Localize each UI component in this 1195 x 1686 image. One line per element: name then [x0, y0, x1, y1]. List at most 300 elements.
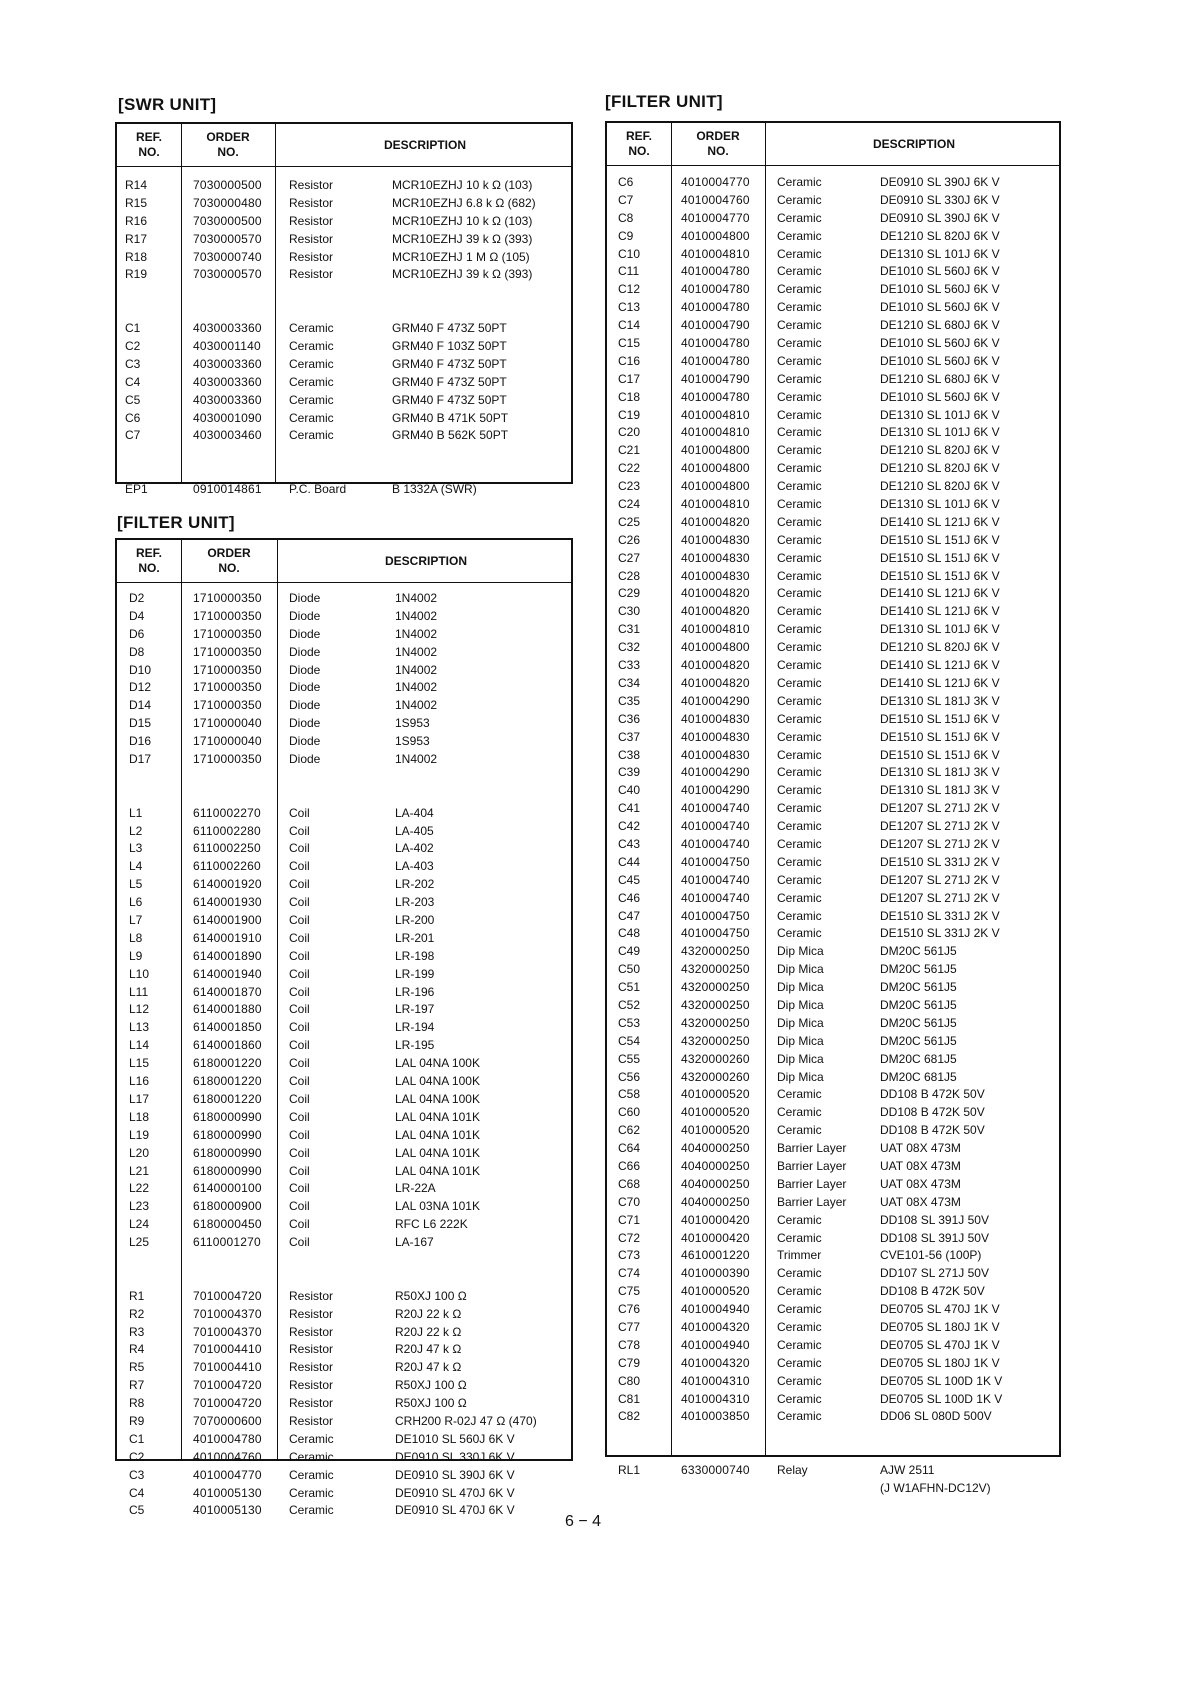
- part-type: Resistor: [289, 1378, 334, 1393]
- row-spacer: [117, 1252, 571, 1270]
- part-spec: GRM40 B 471K 50PT: [392, 410, 509, 425]
- table-row: [607, 550, 1059, 568]
- part-spec: DE1310 SL 101J 6K V: [880, 246, 1000, 261]
- ref-no: L17: [129, 1091, 150, 1106]
- part-spec: R50XJ 100 Ω: [395, 1378, 467, 1393]
- table-row: [607, 729, 1059, 747]
- table-row: [607, 854, 1059, 872]
- order-no: 4010004290: [681, 765, 750, 780]
- part-spec: R20J 47 k Ω: [395, 1360, 462, 1375]
- part-spec: DE1207 SL 271J 2K V: [880, 836, 1000, 851]
- part-type: Ceramic: [777, 908, 822, 923]
- part-type: Ceramic: [777, 282, 822, 297]
- part-type: Ceramic: [289, 1503, 334, 1518]
- part-type: Relay: [777, 1463, 808, 1478]
- part-spec: 1N4002: [395, 680, 438, 695]
- table-row: [607, 711, 1059, 729]
- table-row: [117, 1395, 571, 1413]
- row-spacer: [117, 1270, 571, 1288]
- table-row: [117, 984, 571, 1002]
- part-spec: DE1310 SL 101J 6K V: [880, 622, 1000, 637]
- part-spec: LR-196: [395, 984, 435, 999]
- ref-no: C10: [618, 246, 641, 261]
- table-body: [117, 590, 571, 1520]
- part-spec: DE1510 SL 151J 6K V: [880, 550, 1000, 565]
- part-type: Coil: [289, 1109, 310, 1124]
- ref-no: L1: [129, 805, 143, 820]
- part-type: Dip Mica: [777, 1015, 824, 1030]
- ref-no: RL1: [618, 1463, 641, 1478]
- row-spacer: [117, 769, 571, 787]
- part-type: Coil: [289, 1074, 310, 1089]
- table-row: [607, 1140, 1059, 1158]
- part-type: P.C. Board: [289, 482, 347, 497]
- table-row: [607, 1319, 1059, 1337]
- ref-no: R9: [129, 1413, 145, 1428]
- order-no: 6140001890: [193, 948, 262, 963]
- part-spec: DE0910 SL 330J 6K V: [880, 192, 1000, 207]
- order-no: 4010004750: [681, 908, 750, 923]
- order-no: 4010005130: [193, 1485, 262, 1500]
- ref-no: L13: [129, 1020, 150, 1035]
- header-ref-no-text: REF.: [135, 546, 162, 560]
- ref-no: L12: [129, 1002, 150, 1017]
- table-row: [607, 747, 1059, 765]
- table-row: [607, 1015, 1059, 1033]
- ref-no: R4: [129, 1342, 145, 1357]
- ref-no: C9: [618, 228, 634, 243]
- table-row: [607, 424, 1059, 442]
- ref-no: C78: [618, 1337, 641, 1352]
- part-type: Diode: [289, 644, 321, 659]
- part-type: Ceramic: [777, 497, 822, 512]
- order-no: 4010004320: [681, 1320, 750, 1334]
- part-spec: DE1310 SL 181J 3K V: [880, 693, 1000, 708]
- part-type: Ceramic: [777, 550, 822, 565]
- order-no: 4030003460: [193, 428, 262, 443]
- part-type: Ceramic: [777, 1320, 822, 1334]
- ref-no: L3: [129, 841, 143, 856]
- part-type: Barrier Layer: [777, 1141, 847, 1156]
- part-type: Coil: [289, 1217, 310, 1232]
- part-spec: 1N4002: [395, 591, 438, 605]
- order-no: 4010004810: [681, 622, 750, 637]
- part-type: Ceramic: [289, 374, 334, 389]
- order-no: 4010004810: [681, 407, 750, 422]
- part-spec: R20J 22 k Ω: [395, 1306, 462, 1321]
- table-row: [607, 532, 1059, 550]
- part-spec: DE1510 SL 151J 6K V: [880, 568, 1000, 583]
- ref-no: L25: [129, 1235, 150, 1250]
- part-type: Diode: [289, 662, 321, 677]
- order-no: 4320000250: [681, 1033, 750, 1048]
- order-no: 1710000350: [193, 752, 262, 767]
- ref-no: C22: [618, 461, 641, 476]
- ref-no: R14: [125, 178, 148, 192]
- part-type: Coil: [289, 1056, 310, 1071]
- header-order-no-text: NO.: [217, 145, 239, 159]
- ref-no: C56: [618, 1069, 641, 1084]
- ref-no: R1: [129, 1288, 145, 1303]
- ref-no: C11: [618, 264, 640, 279]
- part-spec: DE0705 SL 180J 1K V: [880, 1355, 1000, 1370]
- part-type: Barrier Layer: [777, 1158, 847, 1173]
- table-row: [117, 249, 571, 267]
- part-spec: DD107 SL 271J 50V: [880, 1266, 989, 1281]
- order-no: 4010004800: [681, 228, 750, 243]
- part-spec: 1N4002: [395, 662, 438, 677]
- order-no: 4030003360: [193, 392, 262, 407]
- table-row: [117, 374, 571, 392]
- ref-no: C7: [618, 192, 634, 207]
- ref-no: C43: [618, 836, 641, 851]
- part-type: Barrier Layer: [777, 1194, 847, 1209]
- table-row: [117, 823, 571, 841]
- ref-no: C39: [618, 765, 641, 780]
- table-row: [117, 1037, 571, 1055]
- table-row: [607, 568, 1059, 586]
- ref-no: C58: [618, 1087, 641, 1102]
- ref-no: C45: [618, 872, 641, 887]
- part-spec: DM20C 561J5: [880, 1033, 957, 1048]
- table-row: [607, 389, 1059, 407]
- ref-no: L7: [129, 913, 143, 928]
- order-no: 4040000250: [681, 1141, 750, 1156]
- ref-no: C34: [618, 675, 641, 690]
- table-row: [117, 679, 571, 697]
- part-type: Ceramic: [777, 425, 822, 440]
- row-spacer: [607, 1444, 1059, 1462]
- part-type: Ceramic: [777, 604, 822, 619]
- ref-no: C25: [618, 514, 641, 529]
- part-spec: DE1510 SL 151J 6K V: [880, 729, 1000, 744]
- ref-no: C42: [618, 819, 641, 834]
- ref-no: C23: [618, 479, 641, 494]
- table-row: [117, 1324, 571, 1342]
- part-type: Ceramic: [777, 819, 822, 834]
- table-row: [117, 1377, 571, 1395]
- part-spec: CRH200 R-02J 47 Ω (470): [395, 1413, 537, 1428]
- part-type: Ceramic: [777, 1087, 822, 1102]
- ref-no: C81: [618, 1391, 641, 1406]
- ref-no: C19: [618, 407, 641, 422]
- order-no: 4030001090: [193, 410, 262, 425]
- ref-no: L19: [129, 1127, 150, 1142]
- part-type: Resistor: [289, 249, 334, 264]
- part-spec: DD108 B 472K 50V: [880, 1105, 985, 1120]
- part-spec: DE0910 SL 470J 6K V: [395, 1485, 515, 1500]
- part-spec: DE0910 SL 390J 6K V: [880, 175, 1000, 189]
- ref-no: C7: [125, 428, 141, 443]
- part-spec: LAL 04NA 101K: [395, 1145, 480, 1160]
- part-type: Coil: [289, 1199, 310, 1214]
- table-row: [607, 1122, 1059, 1140]
- table-row: [607, 800, 1059, 818]
- order-no: 7010004410: [193, 1342, 262, 1357]
- table-row: [607, 263, 1059, 281]
- part-spec: DE1010 SL 560J 6K V: [880, 389, 1000, 404]
- ref-no: C1: [129, 1431, 145, 1446]
- ref-no: C80: [618, 1373, 641, 1388]
- order-no: 4010000390: [681, 1266, 750, 1281]
- order-no: 4010004290: [681, 693, 750, 708]
- part-type: Ceramic: [289, 410, 334, 425]
- part-type: Coil: [289, 930, 310, 945]
- ref-no: EP1: [125, 482, 148, 497]
- table-row: [607, 478, 1059, 496]
- order-no: 4010004770: [681, 210, 750, 225]
- table-row: [607, 335, 1059, 353]
- table-row: [117, 590, 571, 608]
- part-type: Ceramic: [777, 318, 822, 333]
- part-spec: DE0705 SL 470J 1K V: [880, 1302, 1000, 1317]
- ref-no: C1: [125, 321, 141, 336]
- ref-no: L4: [129, 859, 143, 874]
- part-spec: DE1510 SL 331J 2K V: [880, 908, 1000, 923]
- ref-no: C17: [618, 371, 641, 386]
- order-no: 7030000570: [193, 231, 262, 246]
- ref-no: C38: [618, 747, 641, 762]
- part-spec: DE1510 SL 151J 6K V: [880, 532, 1000, 547]
- part-spec: LAL 04NA 101K: [395, 1127, 480, 1142]
- order-no: 4010004820: [681, 675, 750, 690]
- ref-no: D14: [129, 698, 152, 713]
- part-spec: R20J 22 k Ω: [395, 1324, 462, 1339]
- table-row: [117, 1359, 571, 1377]
- order-no: 4010004740: [681, 872, 750, 887]
- table-row: [607, 442, 1059, 460]
- order-no: 4010004810: [681, 497, 750, 512]
- part-type: Coil: [289, 841, 310, 856]
- order-no: 4010004830: [681, 532, 750, 547]
- part-spec: DM20C 681J5: [880, 1069, 957, 1084]
- part-type: Dip Mica: [777, 1069, 824, 1084]
- table-row: [117, 1091, 571, 1109]
- part-spec: LA-403: [395, 859, 434, 874]
- order-no: 4010004790: [681, 371, 750, 386]
- ref-no: C54: [618, 1033, 641, 1048]
- table-row: [607, 675, 1059, 693]
- table-row: [607, 603, 1059, 621]
- part-type: Resistor: [289, 178, 334, 192]
- table-row: [117, 1127, 571, 1145]
- part-spec: DE0910 SL 470J 6K V: [395, 1503, 515, 1518]
- part-type: Coil: [289, 948, 310, 963]
- part-spec: DD108 B 472K 50V: [880, 1087, 985, 1102]
- order-no: 6180001220: [193, 1091, 262, 1106]
- table-row: [117, 912, 571, 930]
- table-row: [117, 1180, 571, 1198]
- ref-no: D12: [129, 680, 152, 695]
- ref-no: L15: [129, 1056, 150, 1071]
- order-no: 6180000900: [193, 1199, 262, 1214]
- order-no: 6140001870: [193, 984, 262, 999]
- part-type: Ceramic: [777, 1284, 822, 1299]
- ref-no: D16: [129, 734, 152, 749]
- part-spec: DE1210 SL 680J 6K V: [880, 371, 1000, 386]
- part-type: Ceramic: [777, 514, 822, 529]
- order-no: 4010004740: [681, 801, 750, 816]
- part-spec: AJW 2511: [880, 1463, 935, 1478]
- part-spec: DM20C 561J5: [880, 1015, 957, 1030]
- part-type: Ceramic: [777, 854, 822, 869]
- table-row: [607, 1158, 1059, 1176]
- part-spec: DE1410 SL 121J 6K V: [880, 604, 1000, 619]
- ref-no: L2: [129, 823, 143, 838]
- order-no: 1710000350: [193, 698, 262, 713]
- part-spec: DE0705 SL 470J 1K V: [880, 1337, 1000, 1352]
- table-row: [117, 1485, 571, 1503]
- ref-no: D15: [129, 716, 152, 731]
- ref-no: C40: [618, 783, 641, 798]
- row-spacer: [117, 302, 571, 320]
- ref-no: C75: [618, 1284, 641, 1299]
- ref-no: L10: [129, 966, 150, 981]
- header-ref-no: [117, 540, 181, 582]
- order-no: 6180000450: [193, 1217, 262, 1232]
- table-row: [117, 356, 571, 374]
- part-type: Ceramic: [777, 1302, 822, 1317]
- part-type: Ceramic: [777, 1123, 822, 1138]
- order-no: 4010004780: [681, 282, 750, 297]
- part-type: Ceramic: [289, 1431, 334, 1446]
- order-no: 4010004830: [681, 747, 750, 762]
- part-spec: DE1207 SL 271J 2K V: [880, 801, 1000, 816]
- table-row: [117, 840, 571, 858]
- part-type: Coil: [289, 1181, 310, 1196]
- table-row: [117, 930, 571, 948]
- order-no: 4010000520: [681, 1284, 750, 1299]
- table-header: [607, 123, 1059, 166]
- part-spec: LR-194: [395, 1020, 435, 1035]
- order-no: 4010004740: [681, 836, 750, 851]
- part-type: Ceramic: [289, 356, 334, 371]
- ref-no: C16: [618, 353, 641, 368]
- header-order-no-text: ORDER: [206, 130, 250, 144]
- part-type: Coil: [289, 823, 310, 838]
- table-row: [607, 1212, 1059, 1230]
- part-type: Ceramic: [777, 532, 822, 547]
- table-row: [117, 894, 571, 912]
- part-spec: MCR10EZHJ 39 k Ω (393): [392, 231, 533, 246]
- ref-no: C64: [618, 1141, 641, 1156]
- table-row: [607, 639, 1059, 657]
- header-description-text: DESCRIPTION: [383, 137, 466, 152]
- header-ref-no-text: NO.: [138, 145, 160, 159]
- order-no: 4010004290: [681, 783, 750, 798]
- ref-no: C32: [618, 640, 641, 655]
- order-no: 6110001270: [193, 1235, 261, 1250]
- ref-no: R19: [125, 267, 148, 282]
- part-spec: DE1510 SL 151J 6K V: [880, 711, 1000, 726]
- filter-unit-table-left: [115, 538, 573, 1518]
- order-no: 4010004740: [681, 819, 750, 834]
- part-spec: UAT 08X 473M: [880, 1194, 961, 1209]
- ref-no: R7: [129, 1378, 145, 1393]
- table-row: [607, 1051, 1059, 1069]
- order-no: 4320000250: [681, 1015, 750, 1030]
- part-type: Coil: [289, 1091, 310, 1106]
- part-spec: LR-200: [395, 913, 435, 928]
- ref-no: C79: [618, 1355, 641, 1370]
- table-row: [117, 481, 571, 499]
- part-spec: DD108 B 472K 50V: [880, 1284, 985, 1299]
- table-row: [117, 177, 571, 195]
- part-spec: DE1010 SL 560J 6K V: [880, 336, 1000, 351]
- order-no: 6140000100: [193, 1181, 262, 1196]
- order-no: 6140001880: [193, 1002, 262, 1017]
- ref-no: C68: [618, 1176, 641, 1191]
- table-row: [117, 662, 571, 680]
- order-no: 4010004780: [681, 336, 750, 351]
- ref-no: C47: [618, 908, 641, 923]
- order-no: 4010004760: [193, 1449, 262, 1464]
- header-description: [275, 124, 575, 166]
- header-order-no: [671, 123, 765, 165]
- ref-no: C31: [618, 622, 641, 637]
- order-no: 4010004940: [681, 1337, 750, 1352]
- order-no: 4040000250: [681, 1158, 750, 1173]
- order-no: 7070000600: [193, 1413, 262, 1428]
- part-spec: 1N4002: [395, 608, 438, 623]
- part-type: Diode: [289, 680, 321, 695]
- header-order-no: [181, 540, 277, 582]
- part-spec: 1S953: [395, 716, 430, 731]
- order-no: 4010004780: [681, 353, 750, 368]
- header-description-text: DESCRIPTION: [872, 136, 955, 151]
- part-type: Dip Mica: [777, 944, 824, 959]
- order-no: 6140001930: [193, 895, 262, 910]
- order-no: 4320000260: [681, 1069, 750, 1084]
- page-number: 6 − 4: [565, 1513, 602, 1530]
- part-type: Ceramic: [777, 264, 822, 279]
- order-no: 7010004720: [193, 1288, 262, 1303]
- table-row: [117, 858, 571, 876]
- part-spec: GRM40 F 473Z 50PT: [392, 356, 507, 371]
- filter-unit-title-left: [FILTER UNIT]: [117, 513, 235, 532]
- part-type: Ceramic: [777, 622, 822, 637]
- order-no: 6140001920: [193, 877, 262, 892]
- part-spec: DE1210 SL 820J 6K V: [880, 640, 1000, 655]
- ref-no: R2: [129, 1306, 145, 1321]
- ref-no: C50: [618, 962, 641, 977]
- table-header: [117, 540, 571, 583]
- order-no: 4030003360: [193, 321, 262, 336]
- part-type: Ceramic: [777, 1212, 822, 1227]
- part-type: Coil: [289, 1127, 310, 1142]
- table-row: [117, 320, 571, 338]
- table-row: [117, 1449, 571, 1467]
- part-spec: GRM40 F 103Z 50PT: [392, 339, 507, 354]
- ref-no: C14: [618, 318, 641, 333]
- row-spacer: [607, 1426, 1059, 1444]
- part-type: Ceramic: [777, 210, 822, 225]
- part-type: Trimmer: [777, 1248, 822, 1263]
- order-no: 4610001220: [681, 1248, 750, 1263]
- part-type: Ceramic: [777, 729, 822, 744]
- table-row: [117, 1001, 571, 1019]
- part-type: Ceramic: [289, 339, 334, 354]
- order-no: 4010004790: [681, 318, 750, 333]
- table-row: [117, 751, 571, 769]
- part-spec: GRM40 F 473Z 50PT: [392, 374, 507, 389]
- ref-no: D8: [129, 644, 145, 659]
- part-type: Ceramic: [777, 479, 822, 494]
- ref-no: R8: [129, 1396, 145, 1411]
- part-spec: DD108 SL 391J 50V: [880, 1212, 989, 1227]
- part-spec: DM20C 561J5: [880, 944, 957, 959]
- order-no: 7030000570: [193, 267, 262, 282]
